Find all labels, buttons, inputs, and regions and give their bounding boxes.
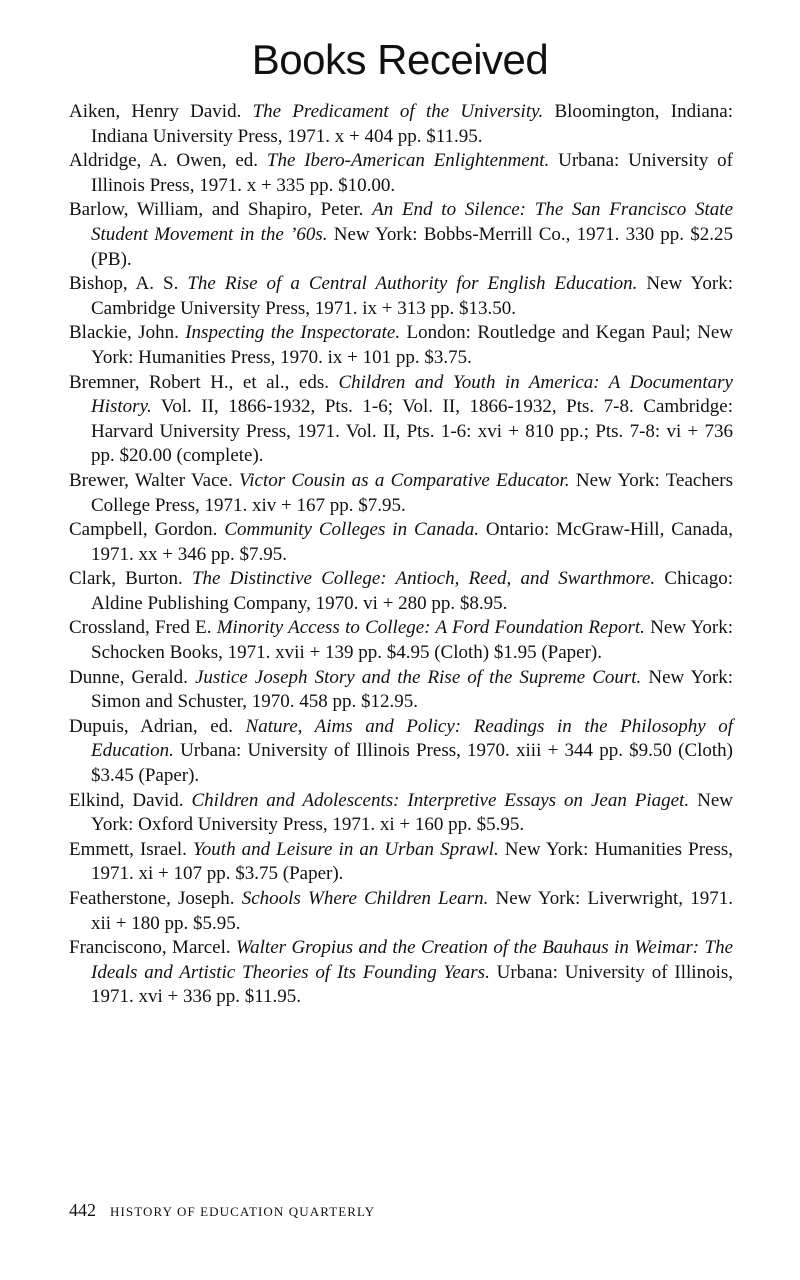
entry-author: Clark, Burton.: [69, 568, 183, 590]
entry-details: London: Routledge and Kegan Paul; New York: Humanities Press, 1970. ix + 101 pp. $3.75.: [91, 322, 733, 368]
entry-details: Urbana: University of Illinois Press, 1971. x + 335 pp. $10.00.: [91, 150, 733, 196]
book-entry: [69, 789, 733, 838]
entry-author: Aiken, Henry David.: [69, 101, 242, 122]
entry-author: Dupuis, Adrian, ed.: [69, 715, 233, 737]
entry-title: Walter Gropius and the Creation of the Bauhaus in Weimar: The Ideals and Artistic Theories of Its Founding Years.: [91, 937, 734, 983]
entry-details: New York: Teachers College Press, 1971. xiv + 167 pp. $7.95.: [91, 469, 734, 516]
entry-details: Urbana: University of Illinois, 1971. xvi + 336 pp. $11.95.: [91, 961, 733, 1008]
book-entry: [69, 715, 733, 789]
entry-details: Bloomington, Indiana: Indiana University Press, 1971. x + 404 pp. $11.95.: [91, 101, 734, 147]
entry-author: Franciscono, Marcel.: [69, 937, 231, 959]
entry-details: New York: Oxford University Press, 1971. xi + 160 pp. $5.95.: [91, 789, 733, 836]
entry-details: New York: Schocken Books, 1971. xvii + 139 pp. $4.95 (Cloth) $1.95 (Paper).: [91, 617, 734, 664]
entry-author: Featherstone, Joseph.: [69, 888, 235, 909]
entry-details: Ontario: McGraw-Hill, Canada, 1971. xx + 346 pp. $7.95.: [91, 519, 733, 565]
entry-author: Dunne, Gerald.: [69, 666, 188, 688]
entry-title: The Rise of a Central Authority for English Education.: [187, 273, 638, 295]
book-entry: [69, 666, 733, 715]
book-entry: [69, 518, 733, 567]
entry-details: New York: Liverwright, 1971. xii + 180 pp. $5.95.: [91, 888, 733, 934]
book-entry: [69, 567, 733, 616]
book-entry: [69, 469, 733, 518]
page-title: Books Received: [251, 36, 549, 83]
page-number: 442: [69, 1200, 96, 1220]
entry-title: Justice Joseph Story and the Rise of the Supreme Court.: [194, 666, 642, 688]
book-entry: [69, 838, 733, 887]
entry-title: Victor Cousin as a Comparative Educator.: [239, 469, 570, 491]
entry-author: Elkind, David.: [69, 789, 184, 811]
book-entry: [69, 100, 733, 149]
entry-title: Youth and Leisure in an Urban Sprawl.: [192, 838, 499, 860]
book-entry: [69, 616, 733, 665]
entry-author: Brewer, Walter Vace.: [69, 469, 233, 491]
book-entry: [69, 887, 733, 936]
entry-details: Vol. II, 1866-1932, Pts. 1-6; Vol. II, 1866-1932, Pts. 7-8. Cambridge: Harvard University Press, 1971. Vol. II, Pts. 1-6: xvi + 810 pp.; Pts. 7-8: vi + 736 pp. $20.00 (complete).: [91, 396, 733, 467]
entry-title: Inspecting the Inspectorate.: [185, 322, 401, 344]
entry-details: Chicago: Aldine Publishing Company, 1970. vi + 280 pp. $8.95.: [91, 568, 734, 614]
book-entry: [69, 371, 733, 469]
entry-author: Bremner, Robert H., et al., eds.: [69, 371, 329, 393]
entry-details: New York: Humanities Press, 1971. xi + 107 pp. $3.75 (Paper).: [91, 838, 733, 885]
journal-name: HISTORY OF EDUCATION QUARTERLY: [110, 1204, 376, 1219]
entry-title: Children and Youth in America: A Documentary History.: [91, 371, 733, 418]
book-entry: [69, 149, 733, 198]
book-entry: [69, 272, 733, 321]
entry-title: The Distinctive College: Antioch, Reed, and Swarthmore.: [191, 568, 656, 590]
entry-title: The Ibero-American Enlightenment.: [266, 150, 550, 172]
entry-details: New York: Bobbs-Merrill Co., 1971. 330 pp. $2.25 (PB).: [91, 223, 734, 270]
book-list: [69, 100, 733, 1010]
entry-title: The Predicament of the University.: [252, 101, 544, 122]
entry-details: New York: Cambridge University Press, 1971. ix + 313 pp. $13.50.: [91, 273, 733, 319]
entry-title: Community Colleges in Canada.: [224, 519, 479, 541]
entry-author: Bishop, A. S.: [69, 273, 179, 295]
entry-author: Barlow, William, and Shapiro, Peter.: [69, 199, 364, 221]
book-entry: [69, 321, 733, 370]
entry-author: Emmett, Israel.: [69, 838, 187, 860]
entry-details: Urbana: University of Illinois Press, 1970. xiii + 344 pp. $9.50 (Cloth) $3.45 (Paper).: [91, 740, 734, 787]
entry-title: Minority Access to College: A Ford Foundation Report.: [216, 617, 645, 639]
entry-author: Campbell, Gordon.: [69, 519, 218, 541]
entry-title: Nature, Aims and Policy: Readings in the Philosophy of Education.: [91, 715, 734, 762]
entry-author: Blackie, John.: [69, 322, 179, 344]
entry-title: An End to Silence: The San Francisco State Student Movement in the ’60s.: [91, 199, 734, 245]
page-footer: [69, 1199, 375, 1223]
entry-details: New York: Simon and Schuster, 1970. 458 pp. $12.95.: [91, 666, 734, 713]
book-entry: [69, 936, 733, 1010]
book-entry: [69, 198, 733, 272]
entry-author: Crossland, Fred E.: [69, 617, 212, 639]
entry-author: Aldridge, A. Owen, ed.: [69, 150, 259, 172]
entry-title: Schools Where Children Learn.: [241, 888, 489, 909]
entry-title: Children and Adolescents: Interpretive Essays on Jean Piaget.: [191, 789, 690, 811]
